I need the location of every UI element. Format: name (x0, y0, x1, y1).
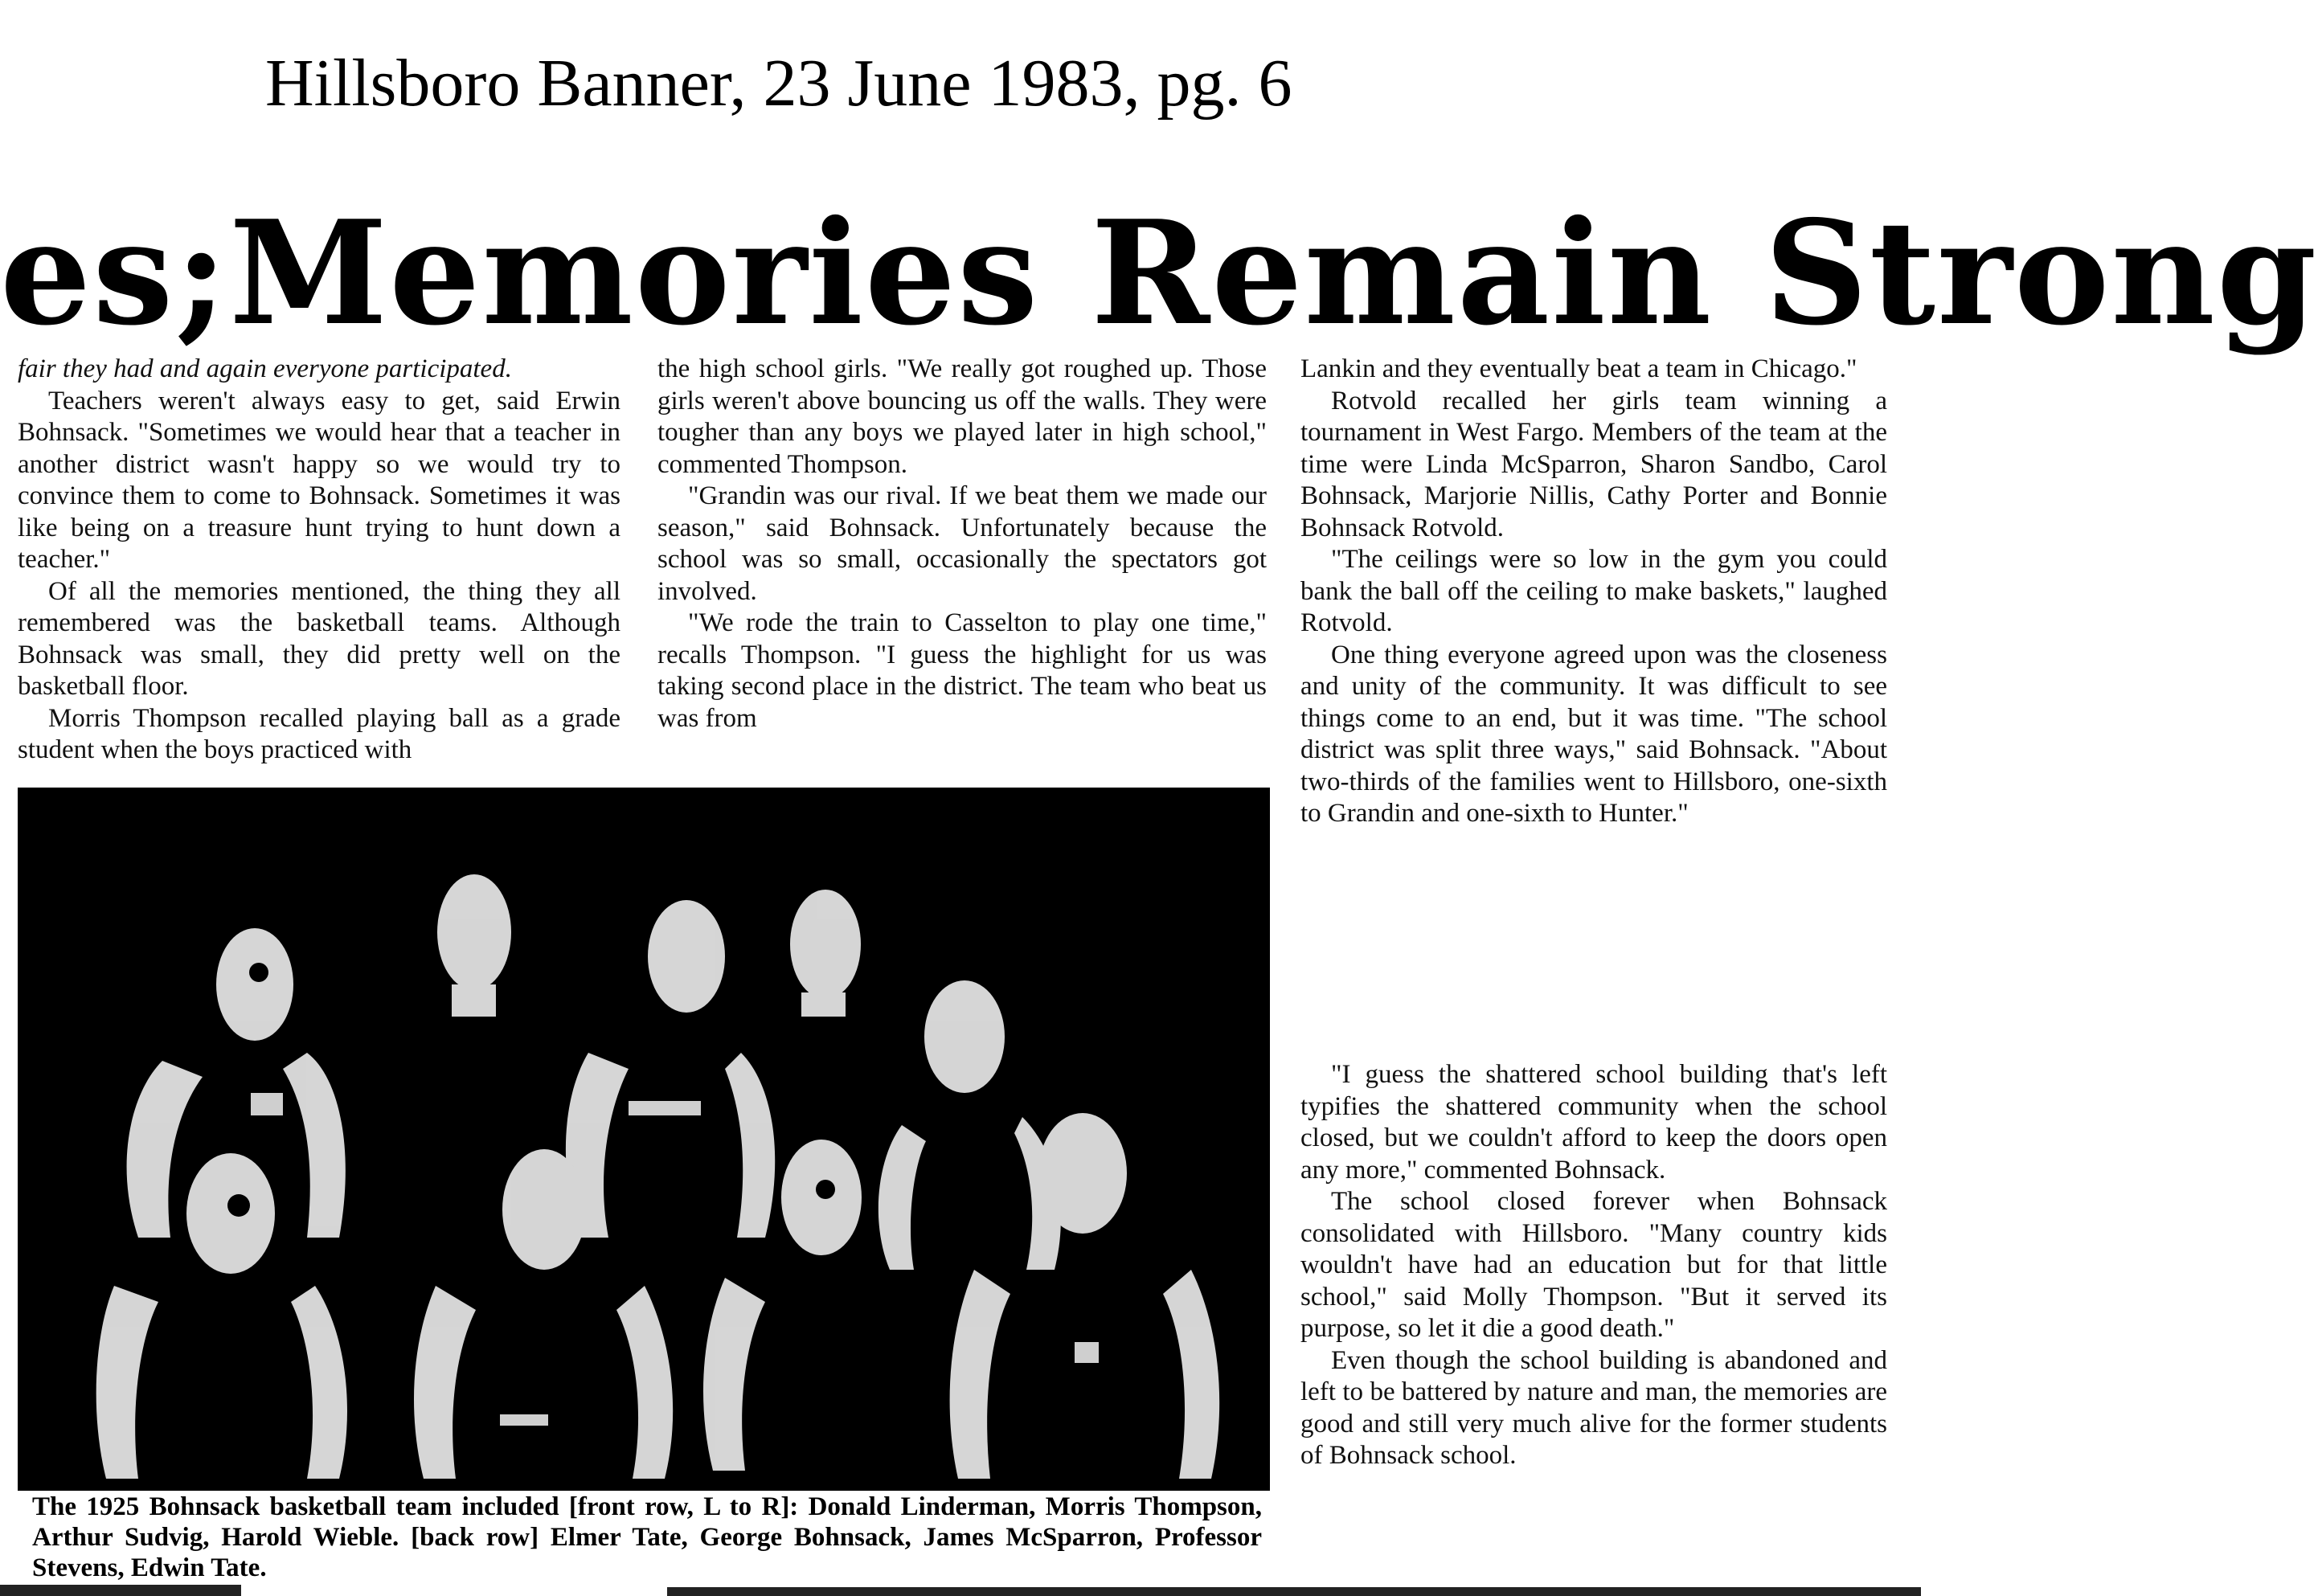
paragraph: Lankin and they eventually beat a team in Chicago." (1300, 354, 1857, 383)
paragraph: "We rode the train to Casselton to play one time," recalls Thompson. "I guess the highlight for us was taking second place in the district. The team who beat us was from (657, 608, 1267, 733)
paragraph: Even though the school building is abandoned and left to be battered by nature and man, the memories are good and still very much alive for the former students of Bohnsack school. (1300, 1345, 1887, 1470)
divider-rule (667, 1587, 1921, 1596)
paragraph: One thing everyone agreed upon was the closeness and unity of the community. It was difficult to see things come to an end, but it was time. "The school district was split three ways," said Bohnsack. "About two-thirds of the families went to Hillsboro, one-sixth to Grandin and one-sixth to Hunter." (1300, 640, 1887, 828)
paragraph: "The ceilings were so low in the gym you could bank the ball off the ceiling to make baskets," laughed Rotvold. (1300, 545, 1887, 637)
photo-caption: The 1925 Bohnsack basketball team included [front row, L to R]: Donald Linderman, Morris Thompson, Arthur Sudvig, Harold Wieble. [back row] Elmer Tate, George Bohnsack, James McSparron, Professor Stevens, Edwin Tate. (32, 1492, 1262, 1582)
source-citation: Hillsboro Banner, 23 June 1983, pg. 6 (265, 46, 1292, 121)
article-column-3-top (1300, 354, 1887, 830)
article-column-2 (657, 354, 1267, 735)
paragraph: fair they had and again everyone participated. (18, 354, 512, 383)
paragraph: Of all the memories mentioned, the thing they all remembered was the basketball teams. Although Bohnsack was small, they did pretty well on the basketball floor. (18, 576, 620, 701)
paragraph: Teachers weren't always easy to get, said Erwin Bohnsack. "Sometimes we would hear that a teacher in another district wasn't happy so we would try to convince them to come to Bohnsack. Sometimes it was like being on a treasure hunt trying to hunt down a teacher." (18, 386, 620, 574)
paragraph: Morris Thompson recalled playing ball as a grade student when the boys practiced with (18, 703, 620, 764)
article-column-1 (18, 354, 620, 767)
paragraph: Rotvold recalled her girls team winning a tournament in West Fargo. Members of the team at the time were Linda McSparron, Sharon Sandbo, Carol Bohnsack, Marjorie Nillis, Cathy Porter and Bonnie Bohnsack Rotvold. (1300, 386, 1887, 542)
team-photo (18, 788, 1270, 1491)
team-photo-illustration (18, 788, 1270, 1491)
headline: es;Memories Remain Strong (0, 189, 2318, 357)
paragraph: the high school girls. "We really got roughed up. Those girls weren't above bouncing us off the walls. They were tougher than any boys we played later in high school," commented Thompson. (657, 354, 1267, 479)
divider-rule (0, 1585, 241, 1596)
article-column-3-bottom (1300, 1059, 1887, 1472)
paragraph: "I guess the shattered school building that's left typifies the shattered community when the school closed, but we couldn't afford to keep the doors open any more," commented Bohnsack. (1300, 1060, 1887, 1185)
paragraph: The school closed forever when Bohnsack consolidated with Hillsboro. "Many country kids wouldn't have had an education but for that little school," said Molly Thompson. "But it served its purpose, so let it die a good death." (1300, 1187, 1887, 1343)
paragraph: "Grandin was our rival. If we beat them we made our season," said Bohnsack. Unfortunately because the school was so small, occasionally the spectators got involved. (657, 481, 1267, 606)
